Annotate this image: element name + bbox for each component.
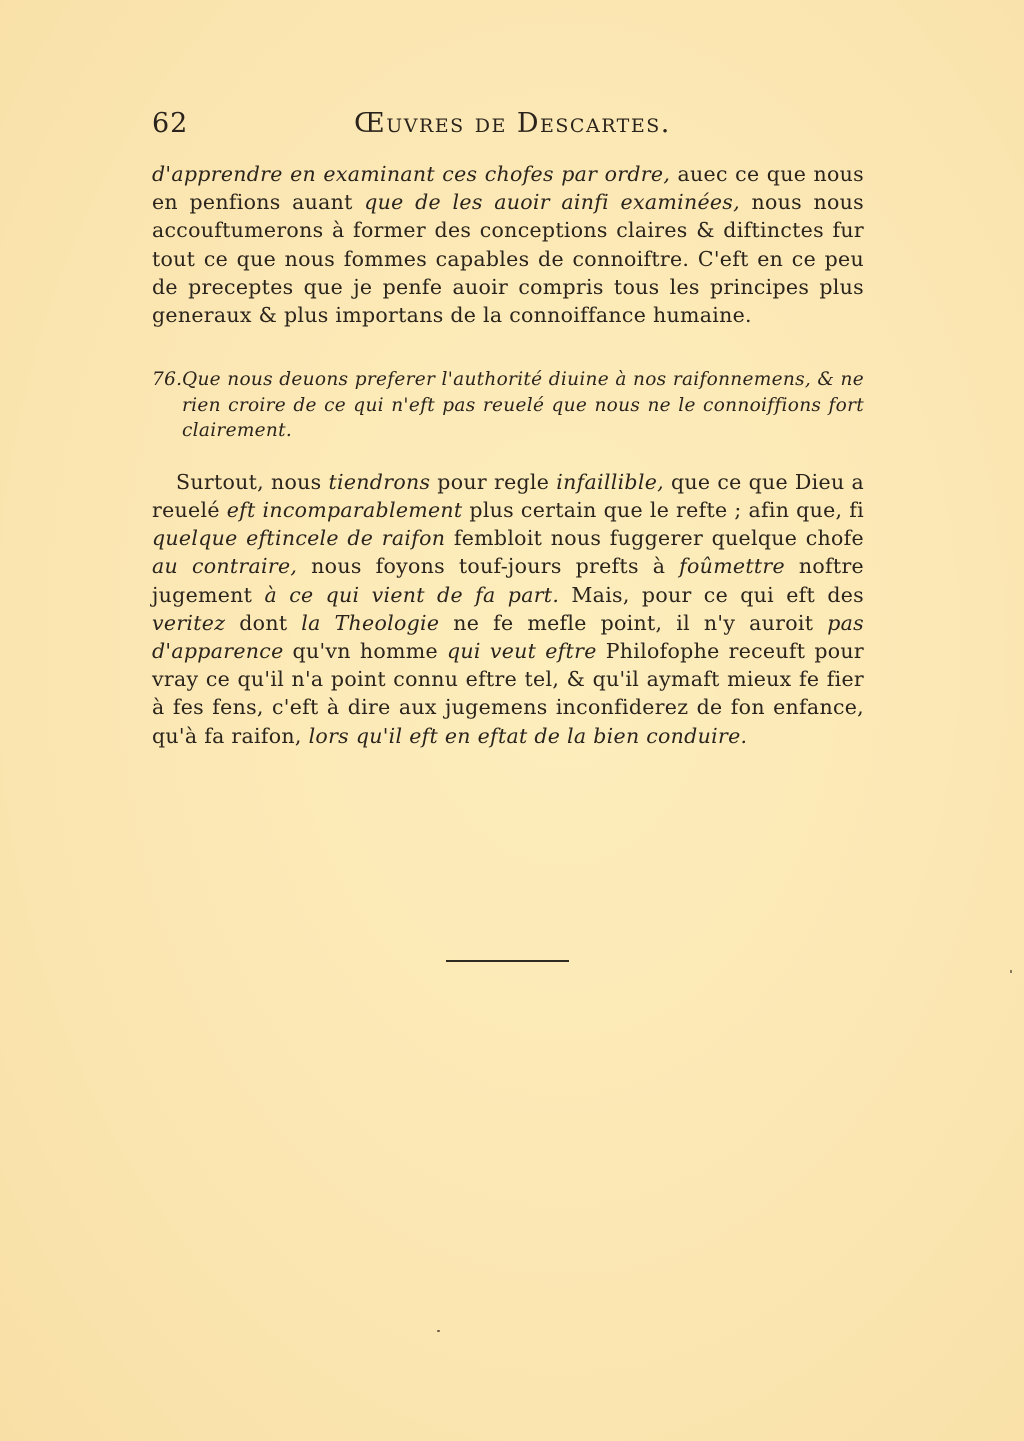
italic-run: infaillible,	[556, 469, 664, 494]
italic-run: pas d'apparence	[152, 610, 864, 663]
text-run: fembloit nous fuggerer quelque chofe	[445, 526, 864, 551]
italic-run: au contraire,	[152, 554, 298, 579]
italic-run: veritez	[152, 610, 226, 635]
article-heading	[152, 367, 864, 444]
page-speck-right	[1010, 970, 1012, 973]
text-run: pour regle	[430, 469, 557, 494]
italic-run: quelque eftincele de raifon	[152, 526, 446, 551]
article-title: Que nous deuons preferer l'authorité diuine à nos raifonnemens, & ne rien croire de ce qui n'eft pas reuelé que nous ne le connoiffions fort clairement.	[182, 369, 864, 442]
text-run: Surtout, nous	[176, 469, 329, 494]
running-title: Œuvres de Descartes.	[354, 108, 671, 139]
section-end-rule	[446, 960, 569, 962]
page-speck	[437, 1330, 440, 1332]
italic-run: eft incomparablement	[226, 497, 463, 522]
article-number: 76.	[152, 369, 183, 391]
text-run: qu'vn homme	[283, 638, 447, 663]
italic-run: d'apprendre en examinant ces chofes par ordre,	[152, 162, 671, 186]
text-run: nous nous accouftumerons à former des conceptions claires & diftinctes fur tout ce que nous fommes capables de connoiftre. C'eft en ce peu de preceptes que je penfe auoir compris tous les principes plus generaux & plus importans de la connoiffance humaine.	[152, 190, 864, 328]
italic-run: qui veut eftre	[446, 638, 597, 663]
text-run: ne fe mefle point, il n'y auroit	[439, 610, 828, 635]
text-run: Philofophe receuft pour vray ce qu'il n'a point connu eftre tel, & qu'il aymaft mieux fe fier à fes fens, c'eft à dire aux jugemens inconfiderez de fon enfance, qu'à fa raifon,	[152, 638, 864, 748]
text-run: Mais, pour ce qui eft des	[559, 582, 864, 607]
page-number: 62	[152, 108, 189, 139]
text-run: nous foyons touf-jours prefts à	[297, 554, 680, 579]
italic-run: tiendrons	[328, 469, 431, 494]
text-run: que ce que Dieu a reuelé	[152, 469, 864, 522]
text-run: plus certain que le refte ; afin que, fi	[462, 497, 865, 522]
paragraph-continuation	[152, 160, 864, 329]
text-run: dont	[225, 610, 302, 635]
italic-run: lors qu'il eft en eftat de la bien conduire.	[308, 723, 748, 748]
text-run: noftre jugement	[152, 554, 864, 607]
page-header	[152, 108, 864, 148]
italic-run: foûmettre	[679, 554, 785, 579]
italic-run: à ce qui vient de fa part.	[264, 582, 560, 607]
paragraph-article-76	[152, 468, 864, 750]
italic-run: la Theologie	[301, 610, 440, 635]
text-run: auec ce que nous en penfions auant	[152, 162, 864, 215]
document-page	[152, 108, 864, 750]
italic-run: que de les auoir ainfi examinées,	[364, 190, 740, 215]
